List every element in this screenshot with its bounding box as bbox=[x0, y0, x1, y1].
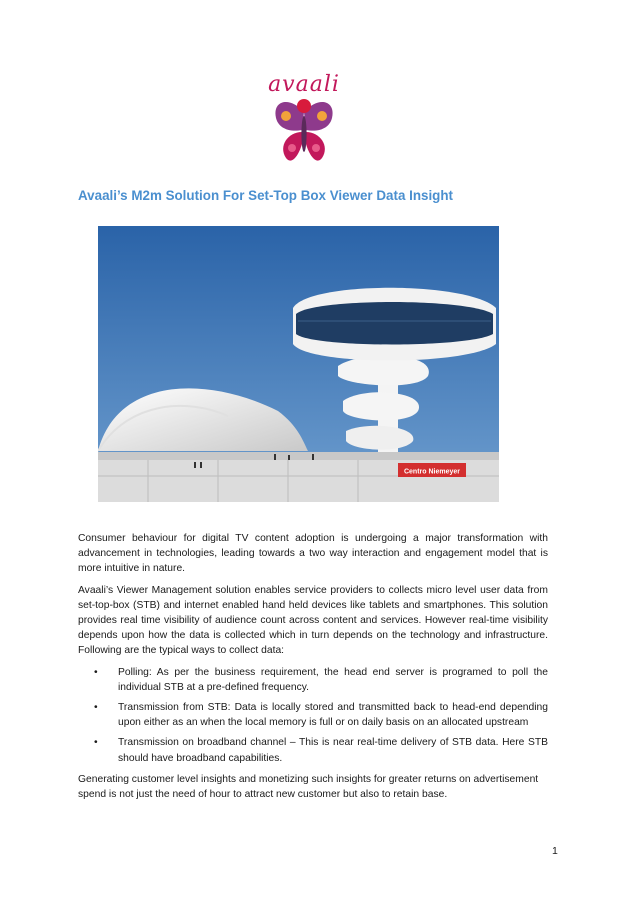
paragraph-intro: Consumer behaviour for digital TV content adoption is undergoing a major transformation with advancement in technologies, leading towards a two way interaction and engagement model that is more intuitive in nature. bbox=[78, 533, 548, 575]
body-text bbox=[78, 531, 548, 808]
centro-niemeyer-photo bbox=[98, 226, 499, 502]
list-item bbox=[78, 700, 548, 730]
bullet-icon: • bbox=[94, 737, 98, 749]
list-item-text: Transmission from STB: Data is locally stored and transmitted back to head-end depending upon either as an when the local memory is full or on daily basis on an allocated upstream bbox=[118, 702, 548, 729]
butterfly-icon bbox=[270, 96, 338, 166]
document-title: Avaali’s M2m Solution For Set-Top Box Viewer Data Insight bbox=[78, 188, 453, 203]
avaali-logo bbox=[248, 66, 360, 170]
bullet-icon: • bbox=[94, 666, 98, 678]
photo-sign-text: Centro Niemeyer bbox=[403, 468, 461, 476]
page-number: 1 bbox=[552, 845, 558, 857]
paragraph-closing: Generating customer level insights and monetizing such insights for greater returns on advertisement spend is not just the need of hour to attract new customer but also to retain base. bbox=[78, 773, 539, 801]
list-item-text: Polling: As per the business requirement, the head end server is programed to poll the individual STB at a pre-defined frequency. bbox=[118, 666, 548, 693]
list-item bbox=[78, 735, 548, 765]
list-item bbox=[78, 665, 548, 695]
paragraph-solution: Avaali’s Viewer Management solution enables service providers to collects micro level user data from set-top-box (STB) and internet enabled hand held devices like tablets and smartphones. This solution provides real time visibility of audience count across content and services. However real-time visibility depends upon how the data is collected which in turn depends on the technology and infrastructure. Following are the typical ways to collect data: bbox=[78, 584, 548, 657]
list-item-text: Transmission on broadband channel – This is near real-time delivery of STB data. Here STB should have broadband capabilities. bbox=[118, 737, 548, 764]
bullet-icon: • bbox=[94, 702, 98, 714]
logo-wordmark: avaali bbox=[268, 72, 340, 97]
collection-methods-list bbox=[78, 665, 548, 766]
